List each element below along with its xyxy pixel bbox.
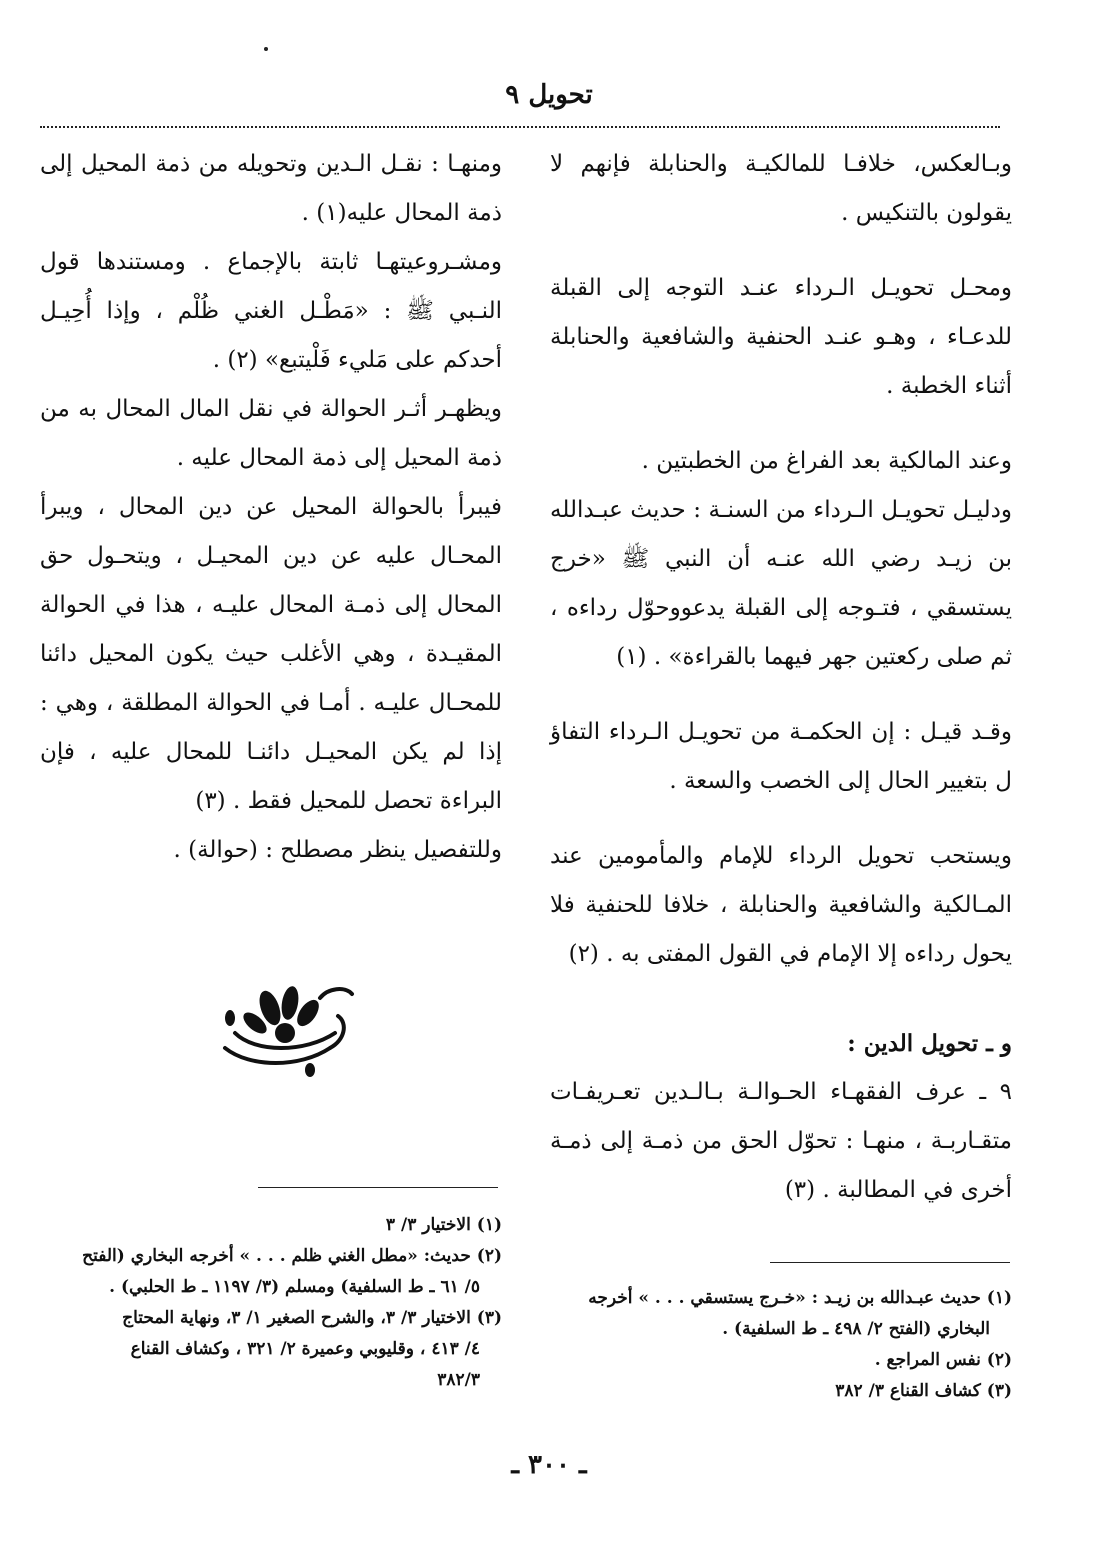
footnote-line: (٣) كشاف القناع ٣/ ٣٨٢ xyxy=(835,1381,1012,1401)
footnote-line: ٣٨٢/٣ xyxy=(437,1370,480,1390)
paragraph: وقـد قيـل : إن الحكمـة من تحويـل الـرداء التفاؤ ل بتغيير الحال إلى الخصب والسعة . xyxy=(550,719,1012,794)
page-header-title: تحويل ٩ xyxy=(505,80,593,110)
footnote-line: البخاري (الفتح ٢/ ٤٩٨ ـ ط السلفية) . xyxy=(722,1319,990,1339)
footnote-line: (٢) نفس المراجع . xyxy=(874,1350,1012,1370)
paragraph: وبـالعكس، خلافـا للمالكيـة والحنابلة فإنهم لا يقولون بالتنكيس . xyxy=(550,151,1012,226)
paragraph: وعند المالكية بعد الفراغ من الخطبتين . xyxy=(641,448,1012,474)
footnotes-left xyxy=(40,1210,502,1396)
paragraph: ودليـل تحويـل الـرداء من السنـة : حديث عبـدالله بن زيـد رضي الله عنـه أن النبي ﷺ «خرج يستسقي ، فتـوجه إلى القبلة يدعووحوّل رداءه ، ثم صلى ركعتين جهر فيهما بالقراءة» . (١) xyxy=(550,497,1012,670)
page-number: ـ ٣٠٠ ـ xyxy=(511,1450,587,1480)
paragraph: وللتفصيل ينظر مصطلح : (حوالة) . xyxy=(173,837,502,863)
header-dotted-rule xyxy=(40,126,1000,128)
paragraph: فيبرأ بالحوالة المحيل عن دين المحال ، ويبرأ المحـال عليه عن دين المحيـل ، ويتحـول حق المحال إلى ذمـة المحال عليـه ، هذا في الحوالة المقيـدة ، وهي الأغلب حيث يكون المحيل دائنا للمحـال عليـه . أمـا في الحوالة المطلقة ، وهي : إذا لم يكن المحيـل دائنـا للمحال عليه ، فإن البراءة تحصل للمحيل فقط . (٣) xyxy=(40,494,502,814)
footnote-line: (٢) حديث: «مطل الغني ظلم . . . » أخرجه البخاري (الفتح xyxy=(82,1246,502,1266)
right-column xyxy=(550,140,1012,1215)
footnotes-right xyxy=(550,1283,1012,1407)
footnote-line: (٣) الاختيار ٣/ ٣، والشرح الصغير ١/ ٣، ونهاية المحتاج xyxy=(122,1308,502,1328)
paragraph: ومشـروعيتهـا ثابتة بالإجماع . ومستندها قول النـبي ﷺ : «مَطْـل الغني ظُلْم ، وإذا أُحِيـل أحدكم على مَليء فَلْيتبع» (٢) . xyxy=(40,249,502,373)
speck-mark xyxy=(264,47,268,51)
paragraph: ومحـل تحويـل الـرداء عنـد التوجه إلى القبلة للدعـاء ، وهـو عنـد الحنفية والشافعية والحنابلة أثناء الخطبة . xyxy=(550,275,1012,399)
footnote-line: ٥/ ٦١ ـ ط السلفية) ومسلم (٣/ ١١٩٧ ـ ط الحلبي) . xyxy=(109,1277,480,1297)
paragraph: ٩ ـ عرف الفقهـاء الحـوالـة بـالـدين تعـريفـات متقـاربـة ، منهـا : تحوّل الحق من ذمـة إلى ذمـة أخرى في المطالبة . (٣) xyxy=(550,1079,1012,1203)
paragraph: ويظهـر أثـر الحوالة في نقل المال المحال به من ذمة المحيل إلى ذمة المحال عليه . xyxy=(40,396,502,471)
paragraph: ويستحب تحويل الرداء للإمام والمأمومين عند المـالكية والشافعية والحنابلة ، خلافا للحنفية فلا يحول رداءه إلا الإمام في القول المفتى به . (٢) xyxy=(550,843,1012,967)
left-column xyxy=(40,140,502,875)
footnote-line: (١) الاختيار ٣/ ٣ xyxy=(385,1215,502,1235)
footnote-divider xyxy=(770,1262,1010,1263)
footnote-line: ٤/ ٤١٣ ، وقليوبي وعميرة ٢/ ٣٢١ ، وكشاف القناع xyxy=(130,1339,480,1359)
footnote-divider xyxy=(258,1187,498,1188)
section-heading: و ـ تحويل الدين : xyxy=(847,1030,1012,1057)
footnote-line: (١) حديث عبـدالله بن زيـد : «خـرج يستسقي . . . » أخرجه xyxy=(588,1288,1012,1308)
floral-ornament-icon xyxy=(210,978,360,1078)
paragraph: ومنهـا : نقـل الـدين وتحويله من ذمة المحيل إلى ذمة المحال عليه(١) . xyxy=(40,151,502,226)
